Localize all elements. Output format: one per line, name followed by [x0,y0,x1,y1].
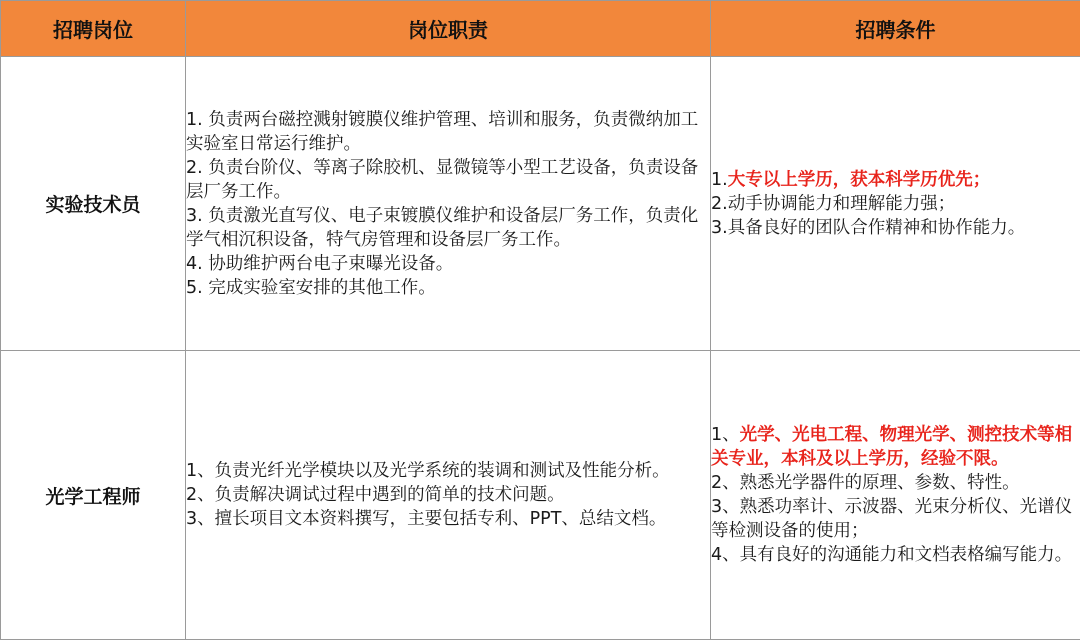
duties-cell [186,57,711,351]
requirement-item: 4、具有良好的沟通能力和文档表格编写能力。 [711,543,1080,567]
requirement-prefix: 1、 [711,425,740,445]
duty-item: 3、擅长项目文本资料撰写，主要包括专利、PPT、总结文档。 [186,507,710,531]
duty-item: 2. 负责台阶仪、等离子除胶机、显微镜等小型工艺设备，负责设备层厂务工作。 [186,156,710,204]
requirement-item: 3.具备良好的团队合作精神和协作能力。 [711,216,1080,240]
requirement-item: 2、熟悉光学器件的原理、参数、特性。 [711,471,1080,495]
table-row [1,57,1080,351]
duties-cell [186,351,711,640]
requirement-text: 光学、光电工程、物理光学、测控技术等相关专业，本科及以上学历，经验不限。 [711,425,1072,469]
requirement-item-highlighted [711,168,1080,192]
position-cell: 实验技术员 [1,57,186,351]
requirements-cell [711,57,1080,351]
requirement-item-highlighted [711,423,1080,471]
duty-item: 1. 负责两台磁控溅射镀膜仪维护管理、培训和服务，负责微纳加工实验室日常运行维护。 [186,108,710,156]
duty-item: 2、负责解决调试过程中遇到的简单的技术问题。 [186,483,710,507]
duty-item: 1、负责光纤光学模块以及光学系统的装调和测试及性能分析。 [186,459,710,483]
table-row [1,351,1080,640]
header-position: 招聘岗位 [1,1,186,57]
duty-item: 3. 负责激光直写仪、电子束镀膜仪维护和设备层厂务工作，负责化学气相沉积设备，特气房管理和设备层厂务工作。 [186,204,710,252]
requirement-text: 大专以上学历，获本科学历优先； [728,170,991,190]
header-duties: 岗位职责 [186,1,711,57]
requirement-prefix: 1. [711,170,728,190]
duty-item: 5. 完成实验室安排的其他工作。 [186,276,710,300]
header-requirements: 招聘条件 [711,1,1080,57]
requirement-item: 3、熟悉功率计、示波器、光束分析仪、光谱仪等检测设备的使用； [711,495,1080,543]
position-cell: 光学工程师 [1,351,186,640]
duty-item: 4. 协助维护两台电子束曝光设备。 [186,252,710,276]
requirements-cell [711,351,1080,640]
header-row [1,1,1080,57]
requirement-item: 2.动手协调能力和理解能力强； [711,192,1080,216]
